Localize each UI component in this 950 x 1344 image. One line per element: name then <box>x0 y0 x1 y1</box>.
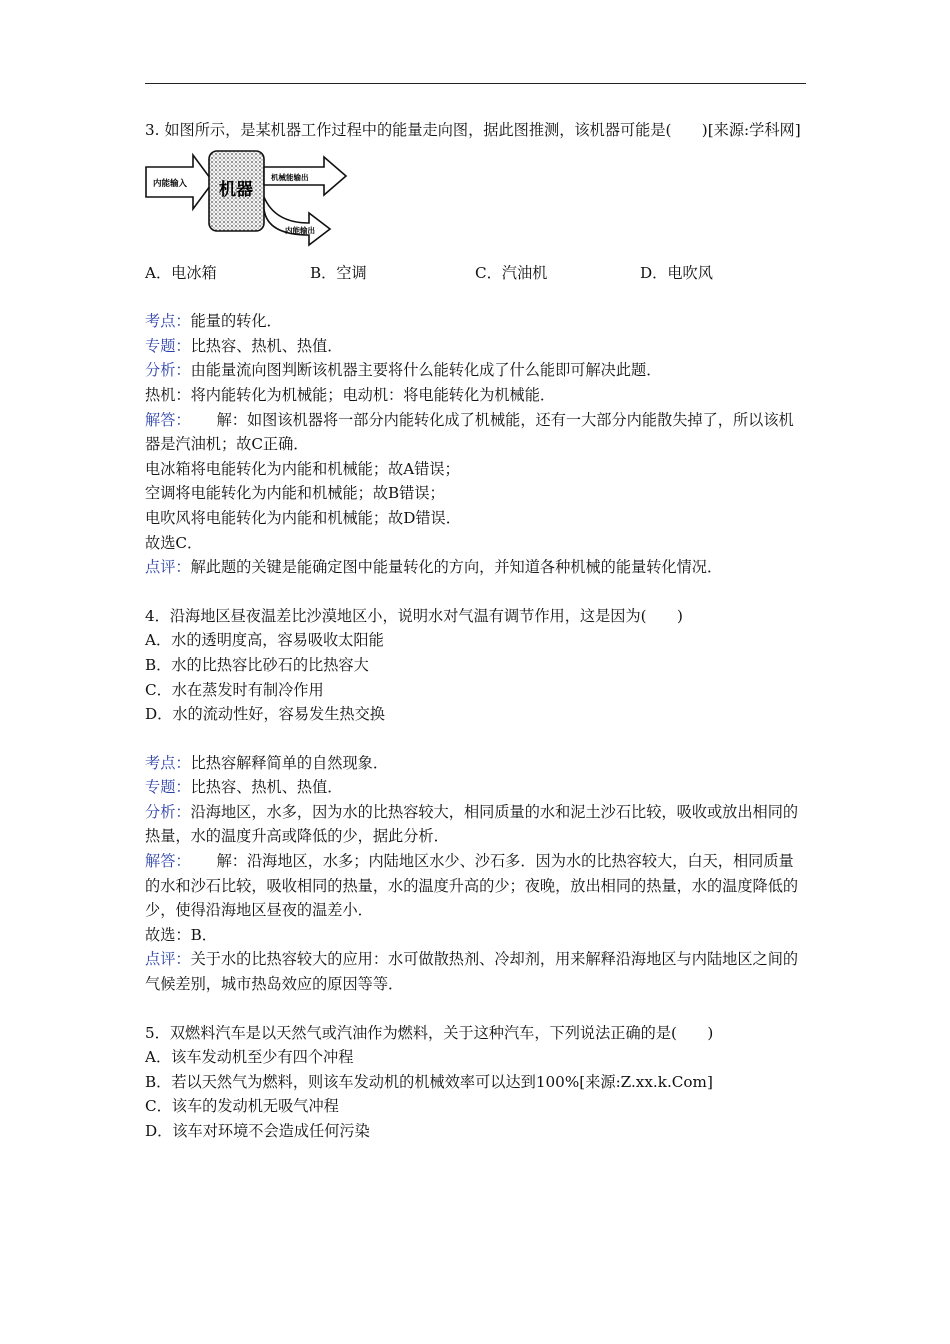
zhuanti-label: 专题： <box>145 778 191 797</box>
q3-fenxi: 分析：由能量流向图判断该机器主要将什么能转化成了什么能即可解决此题． <box>145 361 662 380</box>
q3-zhuanti: 专题：比热容、热机、热值． <box>145 336 343 355</box>
q3-option-b: B．空调 <box>310 263 367 282</box>
q3-kaodian: 考点：能量的转化． <box>145 312 282 331</box>
q3-option-a: A．电冰箱 <box>145 263 217 282</box>
zhuanti-label: 专题： <box>145 336 191 355</box>
q3-fenxi-2: 热机：将内能转化为机械能；电动机：将电能转化为机械能． <box>145 385 556 404</box>
q4-stem: 4．沿海地区昼夜温差比沙漠地区小，说明水对气温有调节作用，这是因为( ) <box>145 606 683 625</box>
q3-dianping: 点评：解此题的关键是能确定图中能量转化的方向，并知道各种机械的能量转化情况． <box>145 558 723 577</box>
q3-jieda-2: 电冰箱将电能转化为内能和机械能；故A错误； <box>145 459 460 478</box>
q3-options <box>145 261 807 286</box>
q4-option-d: D．水的流动性好，容易发生热交换 <box>145 705 385 724</box>
dianping-label: 点评： <box>145 950 191 969</box>
machine-label: 机器 <box>219 179 253 200</box>
jieda-label: 解答： <box>145 852 191 871</box>
input-label: 内能输入 <box>153 178 188 189</box>
q3-stem: 3. 如图所示，是某机器工作过程中的能量走向图，据此图推测，该机器可能是( )[来源:学科网] <box>145 121 801 139</box>
q4-option-c: C．水在蒸发时有制冷作用 <box>145 680 324 699</box>
q4-option-a: A．水的透明度高，容易吸收太阳能 <box>145 631 384 650</box>
fenxi-label: 分析： <box>145 802 191 821</box>
q3-jieda-3: 空调将电能转化为内能和机械能；故B错误； <box>145 484 445 503</box>
q4-jieda: 解答： 解：沿海地区，水多；内陆地区水少、沙石多．因为水的比热容较大，白天，相同质量的水和沙石比较，吸收相同的热量，水的温度升高的少；夜晚，放出相同的热量，水的温度降低的少，使得沿海地区昼夜的温差小． <box>145 852 799 920</box>
q4-kaodian: 考点：比热容解释简单的自然现象． <box>145 753 388 772</box>
q3-jieda: 解答： 解：如图该机器将一部分内能转化成了机械能，还有一大部分内能散失掉了，所以该机器是汽油机；故C正确． <box>145 410 794 454</box>
q4-dianping: 点评：关于水的比热容较大的应用：水可做散热剂、冷却剂，用来解释沿海地区与内陆地区之间的气候差别，城市热岛效应的原因等等． <box>145 950 799 994</box>
q5-option-a: A．该车发动机至少有四个冲程 <box>145 1048 354 1067</box>
q3-jieda-5: 故选C． <box>145 533 203 552</box>
q5-option-b: B．若以天然气为燃料，则该车发动机的机械效率可以达到100%[来源:Z.xx.k.Com] <box>145 1072 713 1091</box>
q4-fenxi: 分析：沿海地区，水多，因为水的比热容较大，相同质量的水和泥土沙石比较，吸收或放出相同的热量，水的温度升高或降低的少，据此分析． <box>145 802 799 846</box>
heat-output-arrow <box>264 197 330 245</box>
header-rule <box>145 83 806 84</box>
kaodian-label: 考点： <box>145 312 191 331</box>
heat-output-label: 内能输出 <box>285 225 315 235</box>
q5-option-d: D．该车对环境不会造成任何污染 <box>145 1122 370 1140</box>
q5-option-c: C．该车的发动机无吸气冲程 <box>145 1097 339 1116</box>
jieda-label: 解答： <box>145 410 191 429</box>
q4-option-b: B．水的比热容比砂石的比热容大 <box>145 655 369 674</box>
q4-jieda-2: 故选：B． <box>145 925 217 944</box>
fenxi-label: 分析： <box>145 361 191 380</box>
mech-output-label: 机械能输出 <box>271 172 309 182</box>
q5-stem: 5．双燃料汽车是以天然气或汽油作为燃料，关于这种汽车，下列说法正确的是( ) <box>145 1023 714 1042</box>
q4-zhuanti: 专题：比热容、热机、热值． <box>145 778 343 797</box>
energy-flow-diagram <box>143 149 353 249</box>
kaodian-label: 考点： <box>145 753 191 772</box>
document-body <box>145 118 807 1144</box>
dianping-label: 点评： <box>145 558 191 577</box>
q3-option-c: C．汽油机 <box>475 263 548 282</box>
q3-jieda-4: 电吹风将电能转化为内能和机械能；故D错误． <box>145 508 461 527</box>
q3-option-d: D．电吹风 <box>640 263 713 282</box>
